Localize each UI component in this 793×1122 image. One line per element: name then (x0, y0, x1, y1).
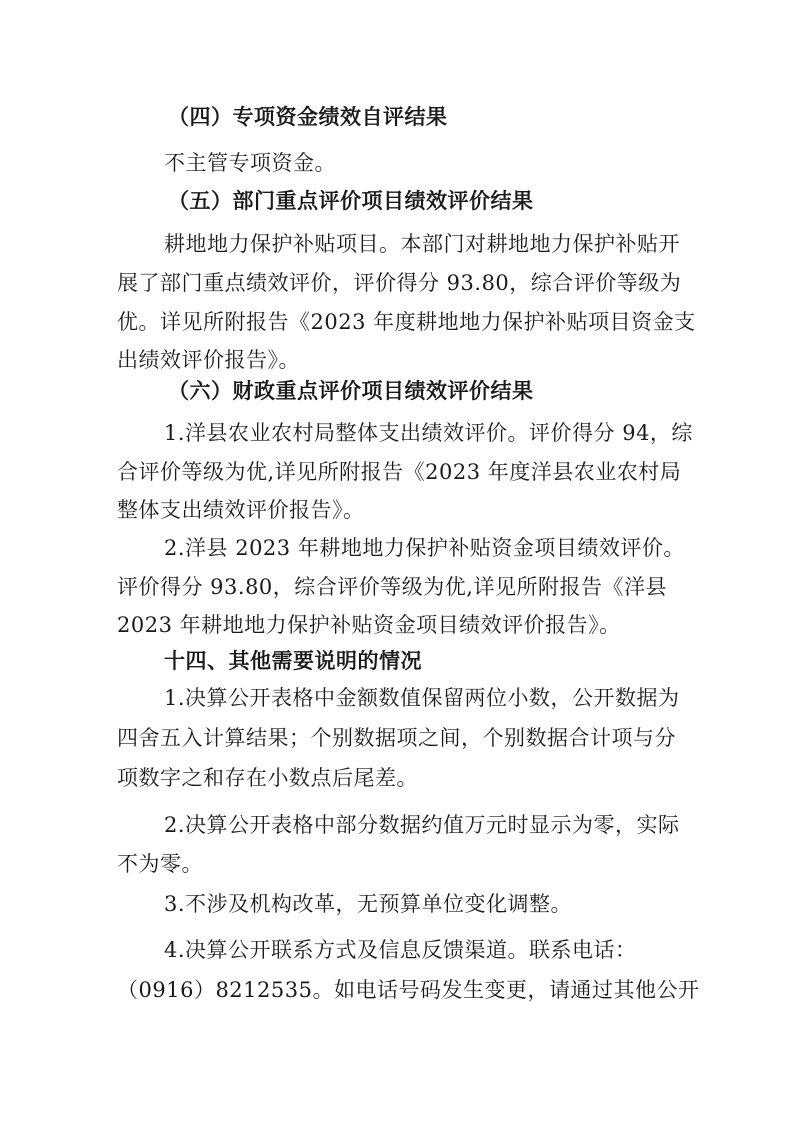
section-heading-4: （四）专项资金绩效自评结果 (168, 105, 448, 129)
paragraph-line: 出绩效评价报告》。 (117, 348, 300, 372)
paragraph-line: 1.洋县农业农村局整体支出绩效评价。评价得分 94，综 (164, 421, 693, 445)
paragraph-line: 3.不涉及机构改革，无预算单位变化调整。 (164, 892, 573, 916)
section-heading-5: （五）部门重点评价项目绩效评价结果 (168, 189, 534, 213)
paragraph-line: 整体支出绩效评价报告》。 (117, 498, 365, 522)
paragraph-line: 四舍五入计算结果；个别数据项之间，个别数据合计项与分 (117, 726, 676, 750)
section-heading-6: （六）财政重点评价项目绩效评价结果 (168, 379, 534, 403)
paragraph-line: 优。详见所附报告《2023 年度耕地地力保护补贴项目资金支 (117, 310, 696, 334)
paragraph-line: 合评价等级为优,详见所附报告《2023 年度洋县农业农村局 (117, 460, 682, 484)
paragraph-line: 2.决算公开表格中部分数据约值万元时显示为零，实际 (164, 813, 680, 837)
paragraph-line: 4.决算公开联系方式及信息反馈渠道。联系电话： (164, 938, 637, 962)
section-heading-14: 十四、其他需要说明的情况 (164, 649, 422, 673)
paragraph-line: 2023 年耕地地力保护补贴资金项目绩效评价报告》。 (117, 613, 621, 637)
paragraph-line: 耕地地力保护补贴项目。本部门对耕地地力保护补贴开 (164, 232, 680, 256)
paragraph-line: 不主管专项资金。 (164, 151, 336, 175)
paragraph-line: 项数字之和存在小数点后尾差。 (117, 766, 418, 790)
paragraph-line: 1.决算公开表格中金额数值保留两位小数，公开数据为 (164, 686, 680, 710)
paragraph-line: 不为零。 (117, 852, 203, 876)
paragraph-line: 2.洋县 2023 年耕地地力保护补贴资金项目绩效评价。 (164, 536, 685, 560)
paragraph-line: 评价得分 93.80，综合评价等级为优,详见所附报告《洋县 (117, 575, 667, 599)
paragraph-line: 展了部门重点绩效评价，评价得分 93.80，综合评价等级为 (117, 271, 682, 295)
paragraph-line: （0916）8212535。如电话号码发生变更，请通过其他公开 (117, 978, 700, 1002)
